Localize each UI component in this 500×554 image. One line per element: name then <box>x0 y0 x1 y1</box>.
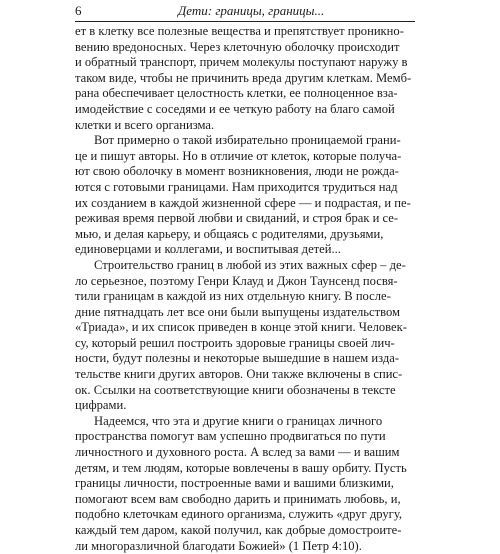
running-title: Дети: границы, границы... <box>178 3 325 18</box>
text-line: помогают всем вам свободно дарить и принимать любовь, и, <box>75 491 401 506</box>
page-header <box>0 0 500 24</box>
text-line: тили границам в каждой из них отдельную книгу. В после- <box>75 289 391 304</box>
text-line: Вот примерно о такой избирательно проницаемой грани- <box>94 133 401 148</box>
text-line: единоверцами и коллегами, и воспитывая детей... <box>75 242 341 257</box>
text-line: пространства помогут вам успешно продвигаться по пути <box>75 429 386 444</box>
text-line: мью, и делая карьеру, и общаясь с родителями, друзьями, <box>75 226 384 241</box>
text-line: ли многоразличной благодати Божией» (1 Петр 4:10). <box>75 538 362 553</box>
text-line: ются с готовыми границами. Нам приходится трудиться над <box>75 179 398 194</box>
paragraph <box>75 258 415 414</box>
text-line: ет в клетку все полезные вещества и препятствует проникно- <box>75 24 404 38</box>
text-line: границы личности, построенные вами и вашими близкими, <box>75 476 394 491</box>
text-line: таком виде, чтобы не причинить вреда другим клеткам. Мемб- <box>75 70 412 85</box>
paragraph <box>75 414 415 554</box>
text-line: ности, будут полезны и некоторые вышедшие в нашем изда- <box>75 351 400 366</box>
text-line: подобно клеточкам единого организма, служить «друг другу, <box>75 507 403 522</box>
header-rule <box>75 21 415 22</box>
page-number: 6 <box>75 3 82 18</box>
text-line: клетки и всего организма. <box>75 117 215 132</box>
text-line: личностного и духовного роста. А вслед за вами — и вашим <box>75 445 400 460</box>
text-line: их созданием в каждой жизненной сфере — и подрастая, и пе- <box>75 195 411 210</box>
text-line: рана обеспечивает целостность клетки, ее полноценное вза- <box>75 86 398 101</box>
body-text <box>75 24 415 554</box>
text-line: реживая время первой любви и свиданий, и строя брак и се- <box>75 211 399 226</box>
text-line: су, который решил построить здоровые границы своей лич- <box>75 335 395 350</box>
text-line: ок. Ссылки на соответствующие книги обозначены в тексте <box>75 382 396 397</box>
text-line: вению вредоносных. Через клеточную оболочку происходит <box>75 39 400 54</box>
text-line: цифрами. <box>75 398 127 413</box>
text-line: Надеемся, что эта и другие книги о границах личного <box>94 413 383 428</box>
text-line: и обратный транспорт, причем молекулы поступают наружу в <box>75 55 408 70</box>
paragraph <box>75 133 415 258</box>
paragraph <box>75 24 415 133</box>
text-line: Строительство границ в любой из этих важных сфер – де- <box>94 257 406 272</box>
text-line: дние пятнадцать лет все они были выпущены издательством <box>75 304 400 319</box>
text-line: ло серьезное, поэтому Генри Клауд и Джон Таунсенд посвя- <box>75 273 398 288</box>
text-line: «Триада», и их список приведен в конце этой книги. Человек- <box>75 320 407 335</box>
text-line: ют свою оболочку в момент возникновения, люди не рожда- <box>75 164 399 179</box>
text-line: детям, и тем людям, которые вовлечены в вашу орбиту. Пусть <box>75 460 407 475</box>
text-line: тельстве книги других авторов. Они также включены в спис- <box>75 367 403 382</box>
text-line: це и пишут авторы. Но в отличие от клеток, которые получа- <box>75 148 402 163</box>
text-line: каждый тем даром, какой получил, как добрые домостроите- <box>75 523 402 537</box>
text-line: имодействие с соседями и ее четкую работу на благо самой <box>75 101 395 116</box>
